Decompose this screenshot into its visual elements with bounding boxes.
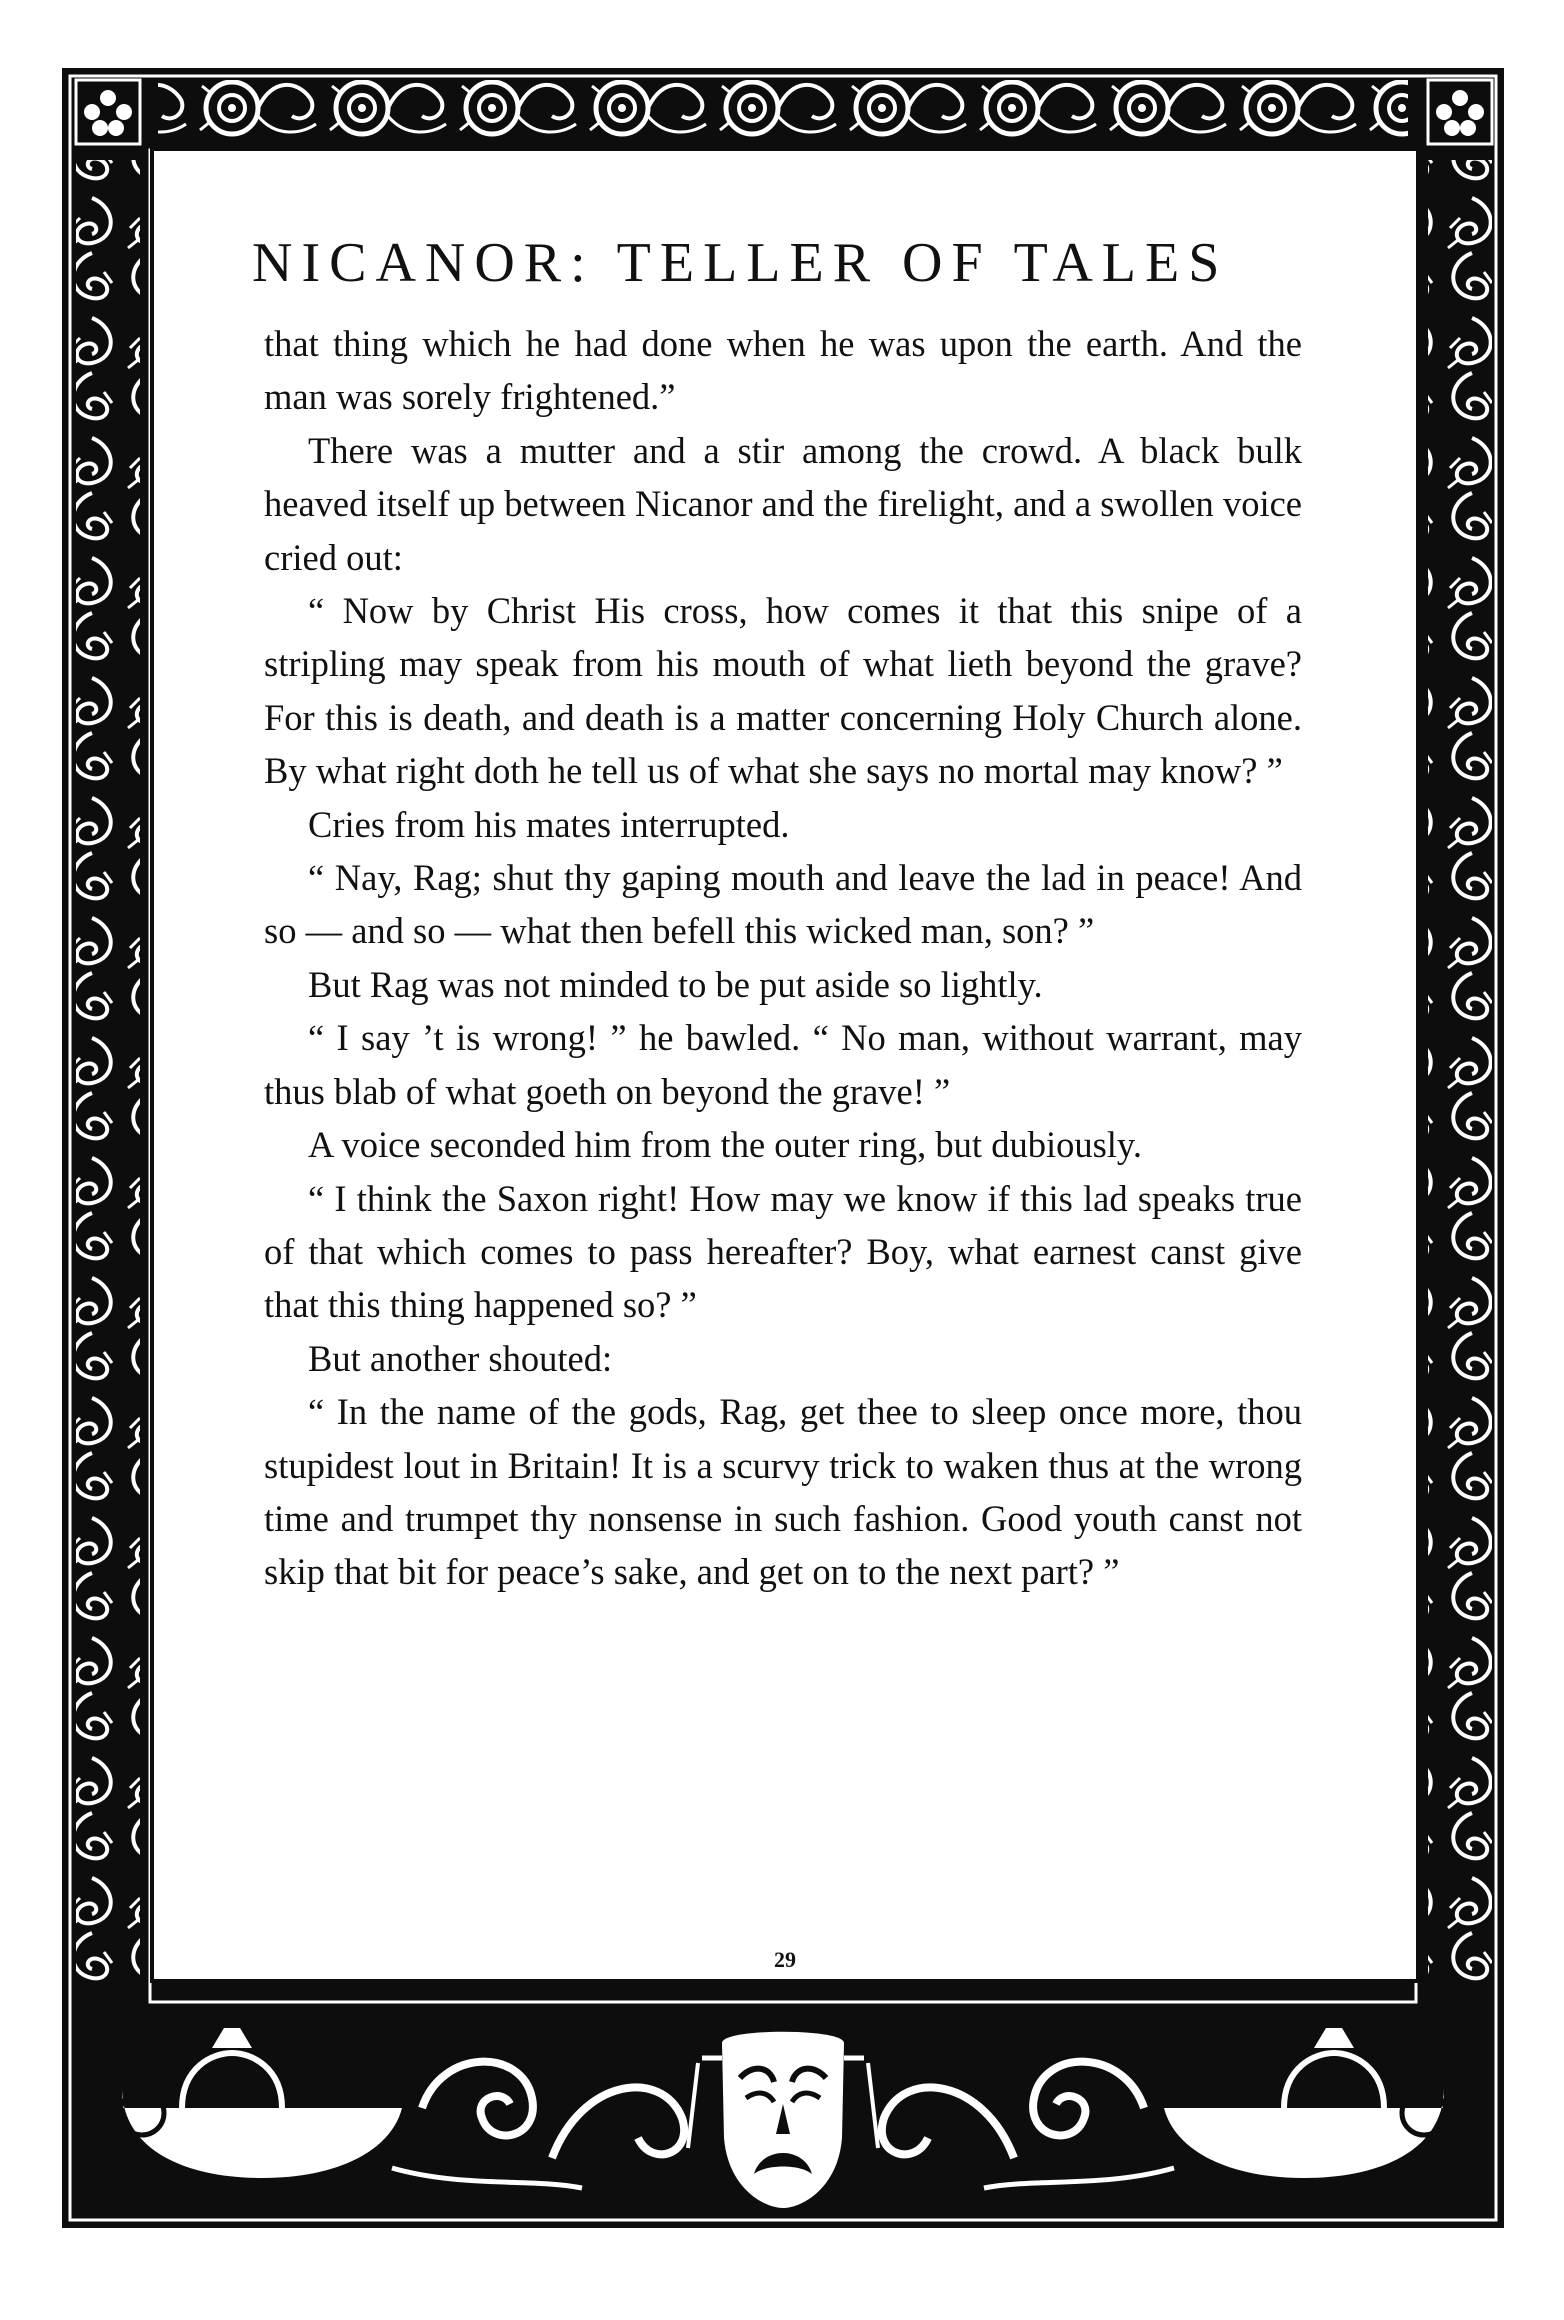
text-panel: [150, 147, 1420, 1983]
bottom-ornament-band: [76, 2008, 1492, 2214]
paragraph: But another shouted:: [308, 1337, 613, 1379]
paragraph: A voice seconded him from the outer ring, but dubiously.: [308, 1124, 1142, 1166]
paragraph: “ I say ’t is wrong! ” he bawled. “ No man, without warrant, may thus blab of what goeth on beyond the grave! ”: [264, 1017, 1302, 1112]
body-text: [264, 317, 1302, 1599]
page-number: 29: [774, 1947, 796, 1972]
paragraph: that thing which he had done when he was upon the earth. And the man was sorely frightened.”: [264, 323, 1302, 418]
paragraph: Cries from his mates interrupted.: [308, 803, 790, 845]
paragraph: “ Nay, Rag; shut thy gaping mouth and leave the lad in peace! And so — and so — what then befell this wicked man, son? ”: [264, 857, 1302, 952]
paragraph: “ Now by Christ His cross, how comes it that this snipe of a stripling may speak from his mouth of what lieth beyond the grave? For this is death, and death is a matter concerning Holy Church alone. By what right doth he tell us of what she says no mortal may know? ”: [264, 590, 1302, 792]
running-head: NICANOR: TELLER OF TALES: [252, 232, 1229, 294]
paragraph: “ In the name of the gods, Rag, get thee to sleep once more, thou stupidest lout in Britain! It is a scurvy trick to waken thus at the wrong time and trumpet thy nonsense in such fashion. Good youth canst not skip that bit for peace’s sake, and get on to the next part? ”: [264, 1391, 1302, 1593]
paragraph: “ I think the Saxon right! How may we know if this lad speaks true of that which comes to pass hereafter? Boy, what earnest canst give that this thing happened so? ”: [264, 1177, 1302, 1326]
paragraph: There was a mutter and a stir among the crowd. A black bulk heaved itself up between Nicanor and the firelight, and a swollen voice cried out:: [264, 429, 1302, 578]
flower-rosette-icon: [76, 80, 140, 144]
paragraph: But Rag was not minded to be put aside so lightly.: [308, 963, 1043, 1005]
flower-rosette-icon: [1428, 80, 1492, 144]
